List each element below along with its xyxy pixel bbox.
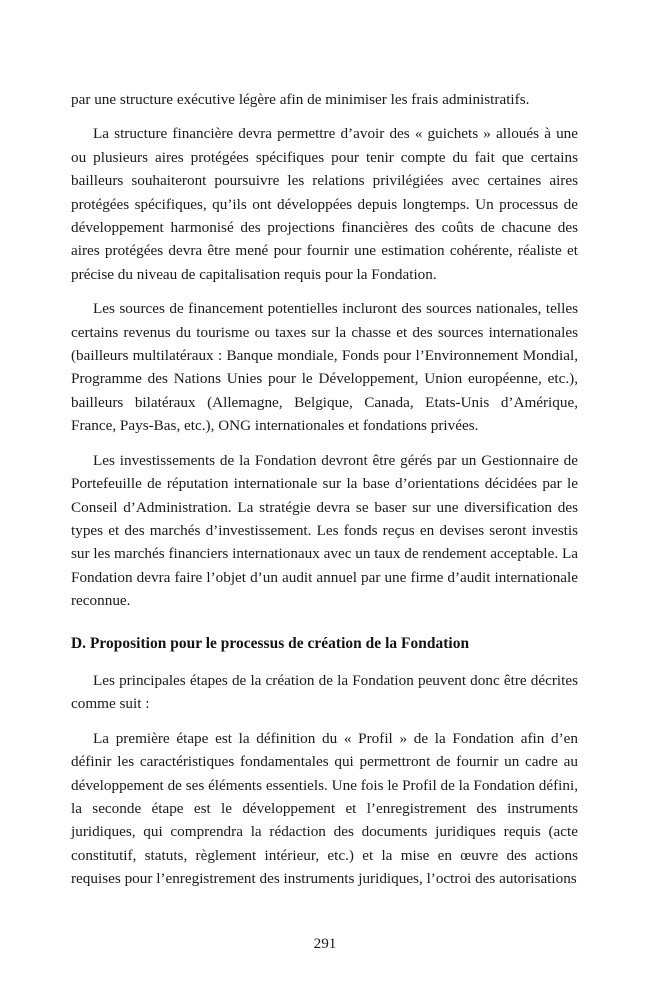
paragraph-investissements: Les investissements de la Fondation devront être gérés par un Gestionnaire de Portefeuille de réputation internationale sur la base d’orientations décidées par le Conseil d’Administration. La stratégie devra se baser sur une diversification des types et des marchés d’investissement. Les fonds reçus en devises seront investis sur les marchés financiers internationaux avec un taux de rendement acceptable. La Fondation devra faire l’objet d’un audit annuel par une firme d’audit internationale reconnue. xyxy=(71,451,578,610)
paragraph-frais-administratifs: par une structure exécutive légère afin de minimiser les frais administratifs. xyxy=(71,91,530,108)
paragraph-structure-financiere: La structure financière devra permettre d’avoir des « guichets » alloués à une ou plusieurs aires protégées spécifiques pour tenir compte du fait que certains bailleurs souhaiteront poursuivre les relations privilégiées avec certaines aires protégées spécifiques, qu’ils ont développées depuis longtemps. Un processus de développement harmonisé des projections financières des coûts de chacune des aires protégées devra être mené pour fournir une estimation cohérente, réaliste et précise du niveau de capitalisation requis pour la Fondation. xyxy=(71,125,578,283)
paragraph-etapes-creation: Les principales étapes de la création de la Fondation peuvent donc être décrites comme suit : xyxy=(71,671,578,713)
paragraph-premiere-etape: La première étape est la définition du « Profil » de la Fondation afin d’en définir les caractéristiques fondamentales qui permettront de fournir un cadre au développement de ses éléments essentiels. Une fois le Profil de la Fondation défini, la seconde étape est le développement et l’enregistrement des instruments juridiques, qui comprendra la rédaction des documents juridiques requis (acte constitutif, statuts, règlement intérieur, etc.) et la mise en œuvre des actions requises pour l’enregistrement des instruments juridiques, l’octroi des autorisations xyxy=(71,729,578,888)
page-number: 291 xyxy=(313,935,337,952)
paragraph-sources-financement: Les sources de financement potentielles incluront des sources nationales, telles certains revenus du tourisme ou taxes sur la chasse et des sources internationales (bailleurs multilatéraux : Banque mondiale, Fonds pour l’Environnement Mondial, Programme des Nations Unies pour le Développement, Union européenne, etc.), bailleurs bilatéraux (Allemagne, Belgique, Canada, Etats-Unis d’Amérique, France, Pays-Bas, etc.), ONG internationales et fondations privées. xyxy=(71,300,578,435)
page-text-column xyxy=(71,88,578,891)
section-heading-d: D. Proposition pour le processus de création de la Fondation xyxy=(71,634,470,652)
